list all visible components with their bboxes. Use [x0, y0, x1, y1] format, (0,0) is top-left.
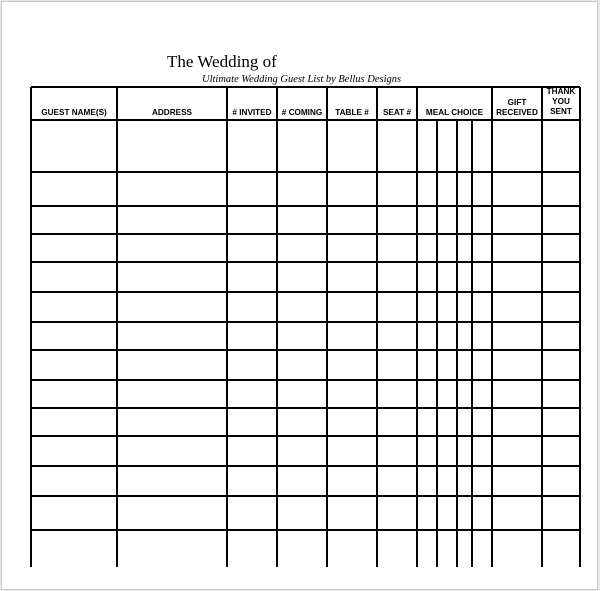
guest-list-sheet — [1, 1, 598, 590]
header-thank-you-sent: THANK YOU SENT — [546, 87, 576, 116]
header-address: ADDRESS — [151, 108, 193, 117]
header-table: TABLE # — [335, 108, 369, 117]
header-coming: # COMING — [281, 108, 323, 117]
document-subtitle: Ultimate Wedding Guest List by Bellus Designs — [202, 74, 402, 85]
document-title: The Wedding of — [167, 52, 277, 71]
guest-table-grid — [2, 2, 598, 590]
header-guest-names: GUEST NAME(S) — [41, 108, 107, 117]
header-invited: # INVITED — [232, 108, 272, 117]
header-meal-choice: MEAL CHOICE — [425, 108, 484, 117]
header-seat: SEAT # — [382, 108, 412, 117]
header-gift-received: GIFT RECEIVED — [496, 98, 538, 117]
